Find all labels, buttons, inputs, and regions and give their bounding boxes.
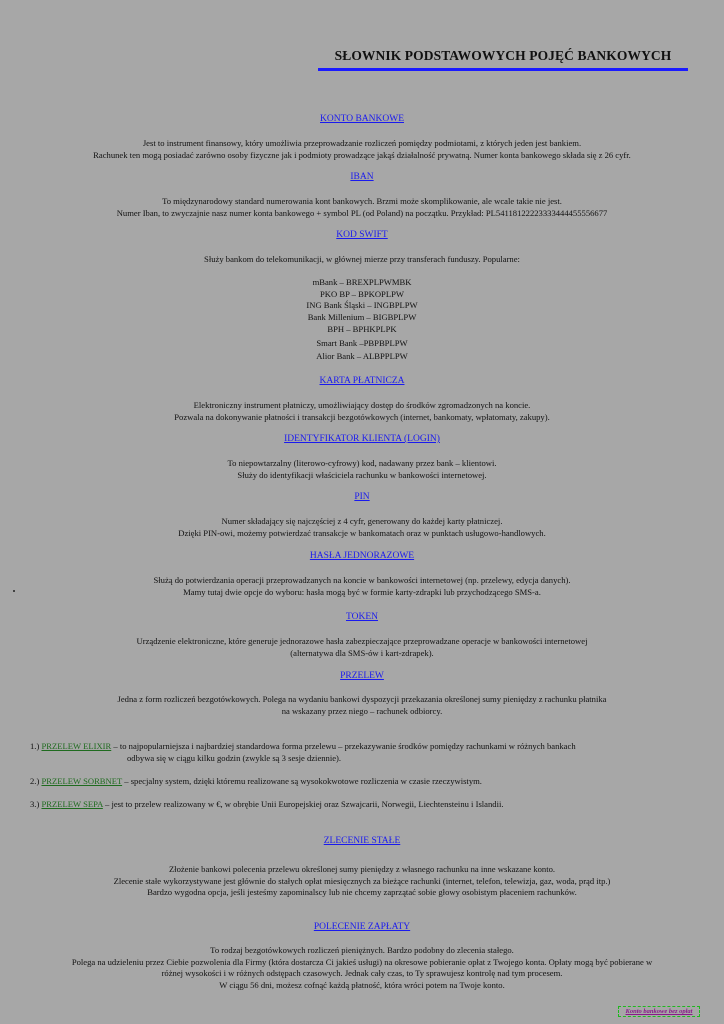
para-konto-bankowe: [20, 138, 704, 161]
text-line: Polega na udzieleniu przez Ciebie pozwolenia dla Firmy (która dostarcza Ci jakieś usługi) na okresowe pobieranie opłat z Twojego konta. Opłaty mogą być pobierane w: [71, 956, 653, 967]
text-line: W ciągu 56 dni, możesz cofnąć każdą płatność, która wróci potem na Twoje konto.: [219, 979, 505, 990]
text-line: Pozwala na dokonywanie płatności i transakcji bezgotówkowych (internet, bankomaty, wpłatomaty, zakupy).: [174, 411, 550, 422]
text-line: Służą do potwierdzania operacji przeprowadzanych na koncie w bankowości internetowej (np. przelewy, edycja danych).: [153, 575, 571, 585]
heading-kod-swift[interactable]: KOD SWIFT: [336, 230, 388, 240]
heading-polecenie-zaplaty[interactable]: POLECENIE ZAPŁATY: [313, 922, 411, 932]
para-zlecenie-stale: [20, 864, 704, 899]
text-line: Urządzenie elektroniczne, które generuje jednorazowe hasła zabezpieczające przeprowadzane operacje w bankowości internetowej: [136, 636, 588, 646]
stray-dot: [13, 590, 15, 592]
text-line: To międzynarodowy standard numerowania kont bankowych. Brzmi może skomplikowanie, ale wcale takie nie jest.: [162, 196, 562, 206]
text-line: Rachunek ten mogą posiadać zarówno osoby fizyczne jak i podmioty prowadzące jakąś działalność prywatną. Numer konta bankowego składa się z 26 cyfr.: [93, 149, 631, 160]
heading-karta-platnicza[interactable]: KARTA PŁATNICZA: [319, 376, 405, 386]
text-line: na wskazany przez niego – rachunek odbiorcy.: [281, 705, 443, 716]
item-description: – to najpopularniejsza i najbardziej standardowa forma przelewu – przekazywanie środków pomiędzy rachunkami w różnych bankach: [111, 741, 576, 751]
page-title: SŁOWNIK PODSTAWOWYCH POJĘĆ BANKOWYCH: [334, 48, 672, 63]
text-line: Jest to instrument finansowy, który umożliwia przeprowadzanie rozliczeń pomiędzy podmiotami, z których jeden jest bankiem.: [142, 138, 582, 148]
heading-hasla-jednorazowe[interactable]: HASŁA JEDNORAZOWE: [309, 551, 415, 561]
swift-list-item: PKO BP – BPKOPLPW: [320, 288, 404, 299]
item-description: – specjalny system, dzięki któremu realizowane są wysokokwotowe rozliczenia w czasie rzeczywistym.: [122, 776, 482, 786]
para-iban: [20, 196, 704, 219]
heading-przelew[interactable]: PRZELEW: [340, 671, 384, 681]
item-description: – jest to przelew realizowany w €, w obrębie Unii Europejskiej oraz Szwajcarii, Norwegii, Liechtensteinu i Islandii.: [102, 799, 504, 809]
item-continuation: odbywa się w ciągu kilku godzin (zwykle są 3 sesje dziennie).: [127, 752, 342, 763]
text-line: Złożenie bankowi polecenia przelewu określonej sumy pieniędzy z własnego rachunku na inne wskazane konto.: [168, 864, 556, 874]
para-identyfikator-klienta: [20, 458, 704, 481]
swift-list-item: mBank – BREXPLPWMBK: [312, 277, 412, 287]
heading-iban[interactable]: IBAN: [350, 172, 374, 182]
item-number: 2.): [30, 776, 40, 786]
link-przelew-sepa[interactable]: PRZELEW SEPA: [41, 799, 103, 809]
transfer-item-elixir: [30, 741, 690, 764]
swift-list-item: Bank Millenium – BIGBPLPW: [307, 312, 417, 323]
heading-zlecenie-stale[interactable]: ZLECENIE STAŁE: [323, 836, 401, 846]
para-hasla-jednorazowe: [20, 575, 704, 598]
text-line: Zlecenie stałe wykorzystywane jest głównie do stałych opłat miesięcznych za bieżące rachunki (internet, telefon, telewizja, gaz, woda, prąd itp.): [113, 875, 611, 886]
heading-identyfikator-klienta[interactable]: IDENTYFIKATOR KLIENTA (LOGIN): [284, 434, 440, 444]
text-line: różnej wysokości i w różnych odstępach czasowych. Jednak cały czas, to Ty sprawujesz kontrolę nad tym procesem.: [161, 968, 563, 979]
item-number: 1.): [30, 741, 40, 751]
text-line: Mamy tutaj dwie opcje do wyboru: hasła mogą być w formie karty-zdrapki lub przychodzącego SMS-a.: [183, 586, 541, 597]
para-token: [20, 636, 704, 659]
para-kod-swift: [20, 254, 704, 266]
text-line: Numer składający się najczęściej z 4 cyfr, generowany do każdej karty płatniczej.: [221, 516, 503, 526]
swift-list-item: ING Bank Śląski – INGBPLPW: [306, 300, 418, 311]
text-line: Jedna z form rozliczeń bezgotówkowych. Polega na wydaniu bankowi dyspozycji przekazania określonej sumy pieniędzy z rachunku płatnika: [117, 694, 607, 704]
link-przelew-elixir[interactable]: PRZELEW ELIXIR: [41, 741, 112, 751]
heading-konto-bankowe[interactable]: KONTO BANKOWE: [320, 114, 404, 124]
swift-list-item: Smart Bank –PBPBPLPW: [316, 337, 408, 348]
heading-pin[interactable]: PIN: [354, 492, 370, 502]
text-line: Służy do identyfikacji właściciela rachunku w bankowości internetowej.: [237, 469, 487, 480]
text-line: Numer Iban, to zwyczajnie nasz numer konta bankowego + symbol PL (od Poland) na początku. Przykład: PL54118122223333444455556677: [116, 207, 608, 218]
text-line: To niepowtarzalny (literowo-cyfrowy) kod, nadawany przez bank – klientowi.: [227, 458, 497, 468]
text-line: Bardzo wygodna opcja, jeśli jesteśmy zapominalscy lub nie chcemy zaprzątać sobie głowy osobistym płaceniem rachunków.: [147, 887, 577, 898]
para-przelew: [20, 694, 704, 717]
link-przelew-sorbnet[interactable]: PRZELEW SORBNET: [41, 776, 123, 786]
text-line: Służy bankom do telekomunikacji, w głównej mierze przy transferach funduszy. Popularne:: [204, 254, 520, 264]
transfer-item-sorbnet: [30, 776, 690, 788]
title-underline: [318, 68, 688, 71]
text-line: Elektroniczny instrument płatniczy, umożliwiający dostęp do środków zgromadzonych na koncie.: [193, 400, 531, 410]
swift-code-list: [0, 277, 724, 363]
transfer-item-sepa: [30, 799, 690, 811]
text-line: (alternatywa dla SMS-ów i kart-zdrapek).: [290, 647, 434, 658]
para-polecenie-zaplaty: [20, 945, 704, 991]
para-karta-platnicza: [20, 400, 704, 423]
para-pin: [20, 516, 704, 539]
footer-link-konto-bez-oplat[interactable]: Konto bankowe bez opłat: [618, 1006, 700, 1017]
text-line: Dzięki PIN-owi, możemy potwierdzać transakcje w bankomatach oraz w punktach usługowo-handlowych.: [178, 527, 546, 538]
swift-list-item: BPH – BPHKPLPK: [327, 323, 397, 334]
heading-token[interactable]: TOKEN: [345, 612, 379, 622]
swift-list-item: Alior Bank – ALBPPLPW: [316, 351, 408, 362]
text-line: To rodzaj bezgotówkowych rozliczeń pieniężnych. Bardzo podobny do zlecenia stałego.: [210, 945, 514, 955]
item-number: 3.): [30, 799, 40, 809]
